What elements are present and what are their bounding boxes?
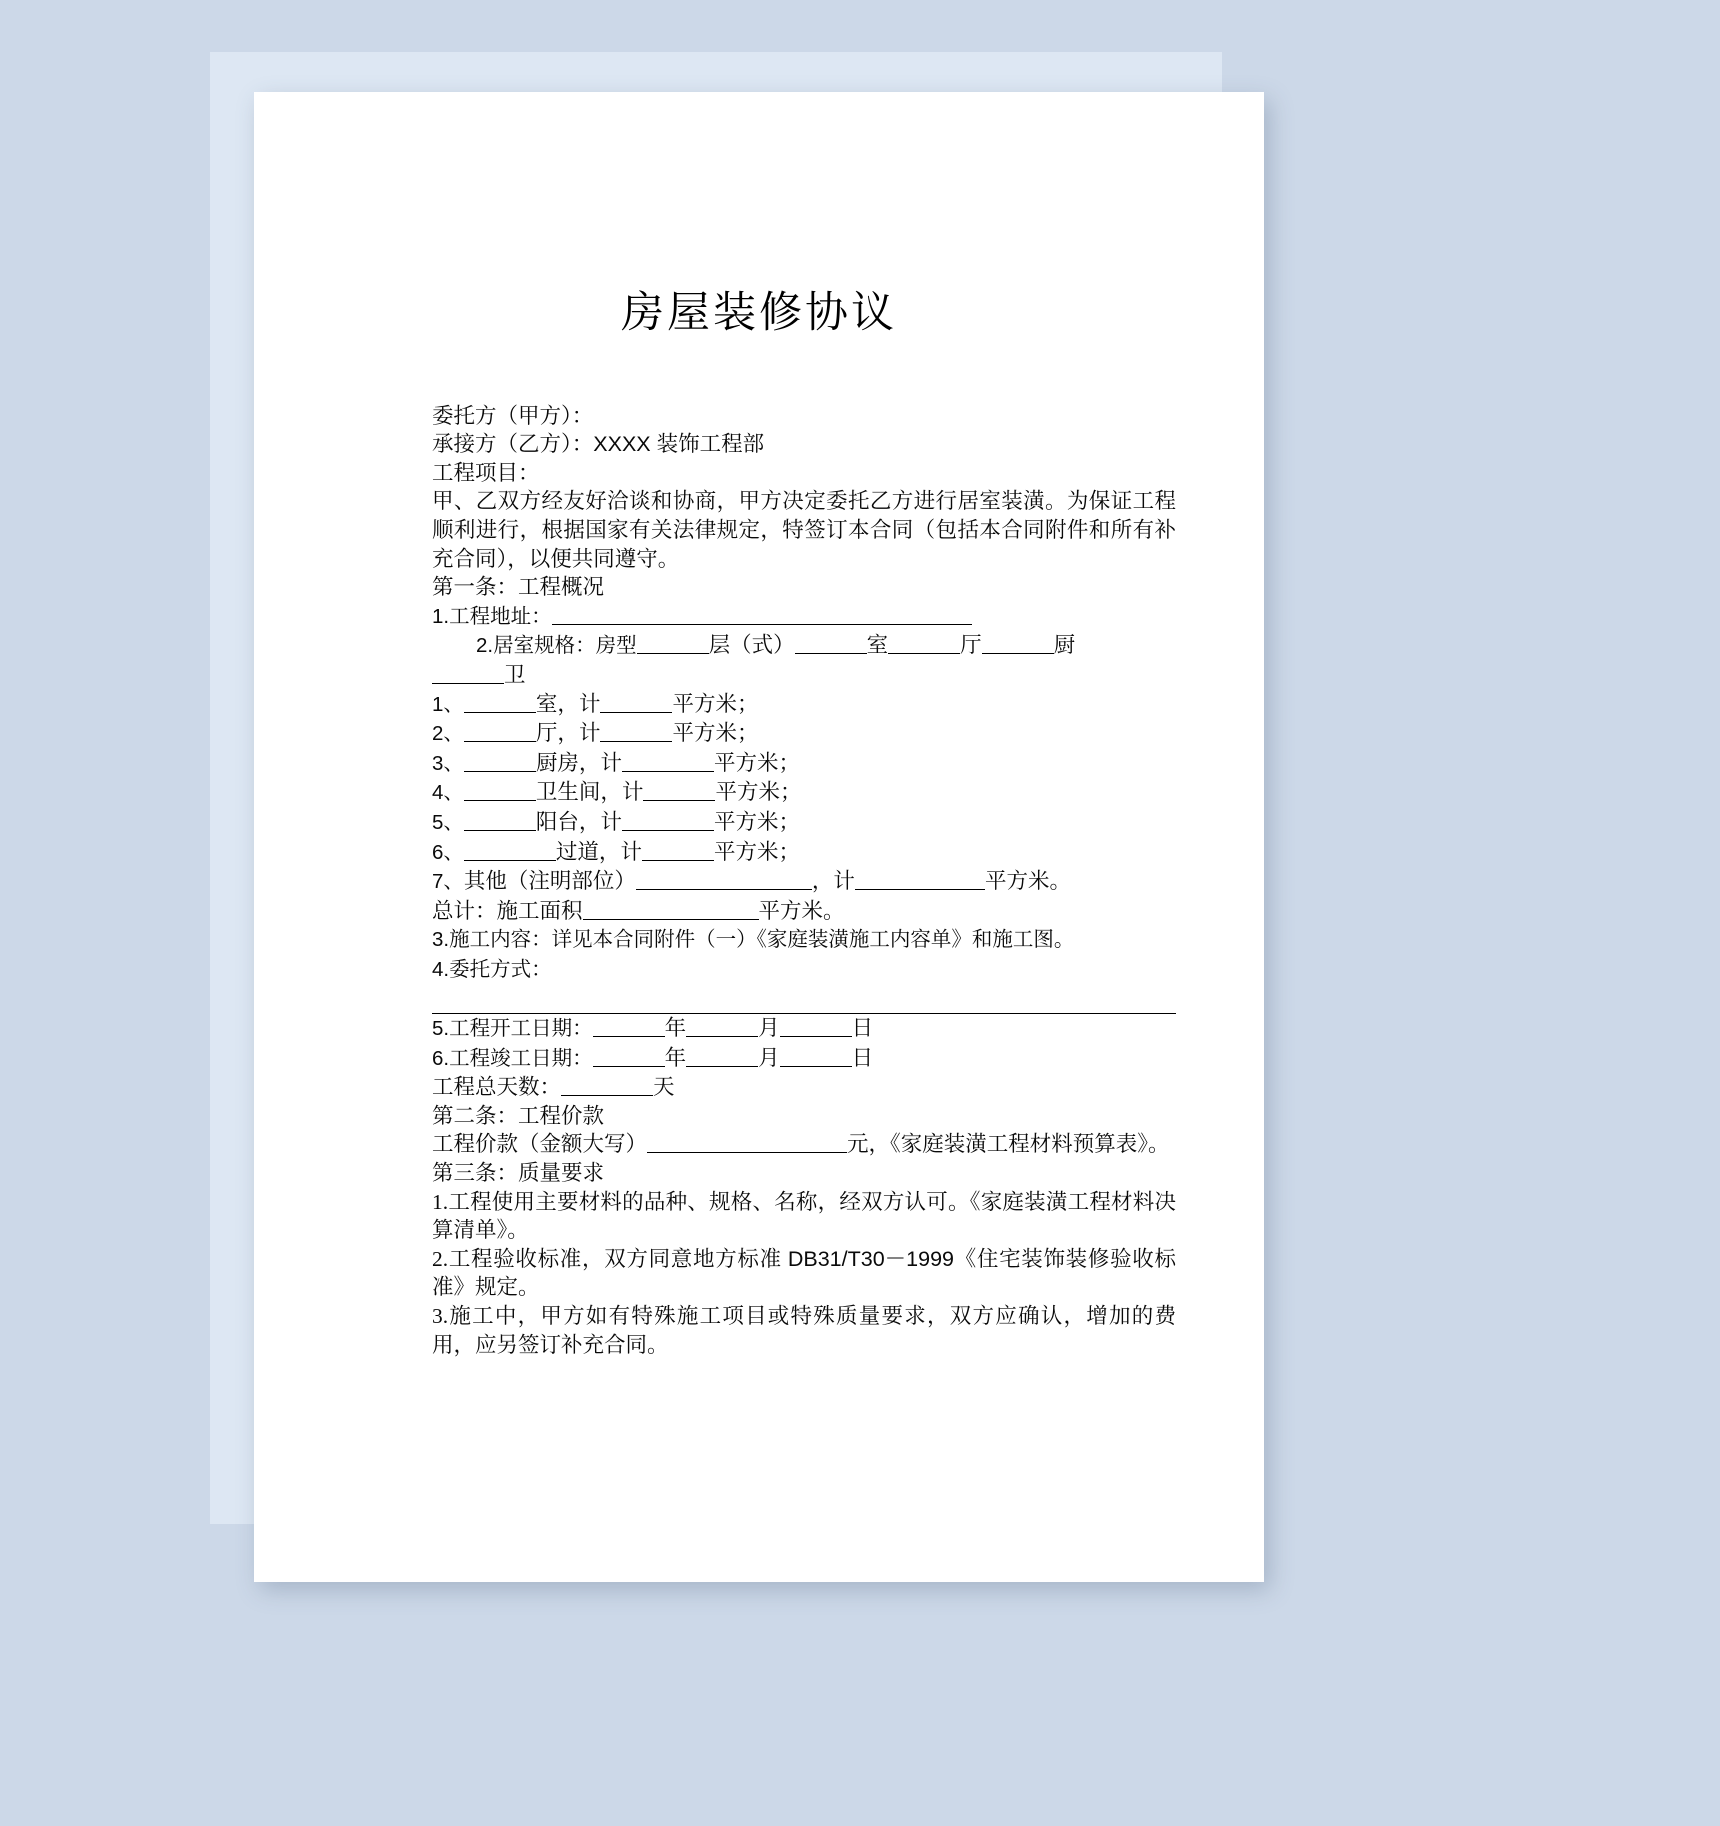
document-body: [254, 92, 1264, 1359]
page-title: 房屋装修协议: [621, 289, 897, 337]
room-item-row: 3、 厨房，计 平方米；: [432, 750, 800, 775]
total-area-label: 总计：施工面积: [432, 898, 583, 923]
room-item-unit: 平方米；: [713, 750, 800, 775]
room-item-row: 5、 阳台，计 平方米；: [432, 809, 800, 834]
commission-method-line: [432, 955, 1176, 985]
room-item-qty-blank[interactable]: [464, 741, 536, 742]
price-blank[interactable]: [647, 1152, 847, 1153]
room-spec-baths-blank[interactable]: [432, 683, 504, 684]
room-item-qty-blank[interactable]: [464, 771, 536, 772]
room-item-name: 厅: [535, 721, 558, 746]
room-item-other-label: 其他（注明部位）: [463, 869, 636, 894]
document-content: [254, 402, 1264, 1360]
room-item-name: 阳台: [535, 809, 579, 834]
room-item-other-no: 7、: [432, 870, 464, 894]
room-item-no: 4、: [432, 781, 464, 805]
start-date-label: 5.工程开工日期：: [432, 1017, 593, 1041]
spacer: [432, 984, 1176, 1013]
room-item-row: 1、 室，计 平方米；: [432, 691, 759, 716]
room-spec-kitchens-blank[interactable]: [982, 653, 1054, 654]
quality-item-1: 1.工程使用主要材料的品种、规格、名称，经双方认可。《家庭装潢工程材料决算清单》。: [432, 1189, 1176, 1243]
room-item-count-label: 计: [578, 691, 601, 716]
room-item-area-blank[interactable]: [622, 830, 714, 831]
room-spec-rooms-blank[interactable]: [795, 653, 867, 654]
start-date-month-blank[interactable]: [686, 1036, 758, 1037]
start-date-day-unit: 日: [851, 1016, 874, 1041]
room-item-other-location-blank[interactable]: [636, 889, 812, 890]
article2-heading: 第二条：工程价款: [432, 1103, 605, 1128]
room-item-area-blank[interactable]: [643, 800, 715, 801]
room-item-other-row: [432, 867, 1176, 897]
quality-item-2-pre: 2.工程验收标准，双方同意地方标准: [432, 1246, 788, 1271]
room-item-count-label: 计: [620, 839, 642, 864]
finish-date-year-blank[interactable]: [593, 1066, 665, 1067]
construction-content-line: [432, 925, 1176, 955]
quality-item-3: 3.施工中，甲方如有特殊施工项目或特殊质量要求，双方应确认，增加的费用，应另签订补充合同。: [432, 1304, 1176, 1357]
room-item-name: 室: [535, 691, 558, 716]
room-item-unit: 平方米；: [672, 721, 759, 746]
room-item-qty-blank[interactable]: [464, 860, 556, 861]
total-days-label: 工程总天数：: [432, 1075, 562, 1100]
contractor-label: 承接方（乙方）：: [432, 432, 594, 457]
room-item-area-blank[interactable]: [622, 771, 714, 772]
room-spec-seg3: 厅: [960, 633, 982, 658]
room-spec-line: [432, 631, 1176, 661]
document-page: [254, 92, 1264, 1582]
total-area-row: [432, 897, 1176, 926]
room-item-no: 1、: [432, 692, 464, 716]
room-spec-line-wrap: [432, 661, 1176, 690]
finish-date-year-unit: 年: [664, 1045, 687, 1070]
room-item-name: 过道: [555, 839, 599, 864]
quality-item-2: [432, 1245, 1176, 1302]
client-line: 委托方（甲方）：: [432, 403, 594, 428]
room-item-qty-blank[interactable]: [464, 830, 536, 831]
project-address-label: 1.工程地址：: [432, 604, 552, 628]
room-item-area-blank[interactable]: [600, 741, 672, 742]
room-item-unit: 平方米；: [672, 691, 759, 716]
construction-content-text: 3.施工内容：详见本合同附件（一）《家庭装潢施工内容单》和施工图。: [432, 928, 1075, 952]
contractor-value: XXXX 装饰工程部: [593, 432, 765, 457]
contractor-line: [432, 430, 1176, 459]
finish-date-month-blank[interactable]: [686, 1066, 758, 1067]
start-date-year-unit: 年: [664, 1016, 687, 1041]
preamble-paragraph: 甲、乙双方经友好洽谈和协商，甲方决定委托乙方进行居室装潢。为保证工程顺利进行，根据国家有关法律规定，特签订本合同（包括本合同附件和所有补充合同），以便共同遵守。: [432, 489, 1176, 571]
room-item-count-label: 计: [600, 809, 622, 834]
total-area-blank[interactable]: [583, 919, 759, 920]
price-row: [432, 1130, 1176, 1159]
room-item-row: 2、 厅，计 平方米；: [432, 721, 759, 746]
article3-heading: 第三条：质量要求: [432, 1161, 605, 1186]
start-date-day-blank[interactable]: [780, 1036, 852, 1037]
room-spec-halls-blank[interactable]: [888, 653, 960, 654]
total-days-row: [432, 1073, 1176, 1102]
room-item-no: 3、: [432, 751, 464, 775]
total-area-unit: 平方米。: [758, 898, 845, 923]
room-item-row: 4、 卫生间，计 平方米；: [432, 780, 802, 805]
room-spec-seg5: 卫: [504, 662, 526, 687]
room-spec-label: 2.居室规格：房型: [476, 634, 637, 658]
quality-item-2-post: 《住宅装饰装修验收标准》规定。: [432, 1246, 1176, 1300]
room-spec-seg4: 厨: [1053, 633, 1076, 658]
price-tail: 元，《家庭装潢工程材料预算表》。: [847, 1132, 1170, 1157]
start-date-row: [432, 1014, 1176, 1044]
room-item-name: 卫生间: [535, 780, 601, 805]
finish-date-row: [432, 1044, 1176, 1074]
room-item-no: 6、: [432, 840, 464, 864]
commission-method-label: 4.委托方式：: [432, 957, 552, 981]
room-item-count-label: 计: [578, 721, 601, 746]
room-item-unit: 平方米；: [713, 839, 800, 864]
room-item-unit: 平方米；: [713, 809, 800, 834]
room-item-other-area-blank[interactable]: [855, 889, 985, 890]
room-item-row: 6、 过道，计 平方米；: [432, 839, 800, 864]
room-item-other-unit: 平方米。: [984, 869, 1071, 894]
room-item-qty-blank[interactable]: [464, 800, 536, 801]
project-address-line: [432, 602, 1176, 632]
room-item-other-mid: ，计: [811, 869, 855, 894]
room-item-unit: 平方米；: [715, 780, 802, 805]
room-item-no: 5、: [432, 810, 464, 834]
total-days-blank[interactable]: [561, 1095, 653, 1096]
room-item-count-label: 计: [621, 780, 644, 805]
finish-date-day-blank[interactable]: [780, 1066, 852, 1067]
room-item-no: 2、: [432, 722, 464, 746]
article1-heading: 第一条：工程概况: [432, 575, 605, 600]
total-days-unit: 天: [653, 1075, 675, 1100]
start-date-year-blank[interactable]: [593, 1036, 665, 1037]
room-spec-seg2: 室: [866, 633, 889, 658]
room-spec-seg1: 层（式）: [708, 633, 795, 658]
project-address-blank[interactable]: [552, 624, 972, 625]
start-date-month-unit: 月: [758, 1016, 780, 1041]
room-item-area-blank[interactable]: [642, 860, 714, 861]
room-item-count-label: 计: [600, 750, 622, 775]
room-item-qty-blank[interactable]: [464, 712, 536, 713]
room-item-name: 厨房: [535, 750, 579, 775]
project-line: 工程项目：: [432, 460, 540, 485]
finish-date-day-unit: 日: [851, 1045, 874, 1070]
price-label: 工程价款（金额大写）: [432, 1132, 648, 1157]
finish-date-month-unit: 月: [758, 1045, 780, 1070]
acceptance-standard-code: DB31/T30－1999: [787, 1246, 954, 1271]
room-spec-floor-blank[interactable]: [637, 653, 709, 654]
finish-date-label: 6.工程竣工日期：: [432, 1046, 593, 1070]
room-item-area-blank[interactable]: [600, 712, 672, 713]
